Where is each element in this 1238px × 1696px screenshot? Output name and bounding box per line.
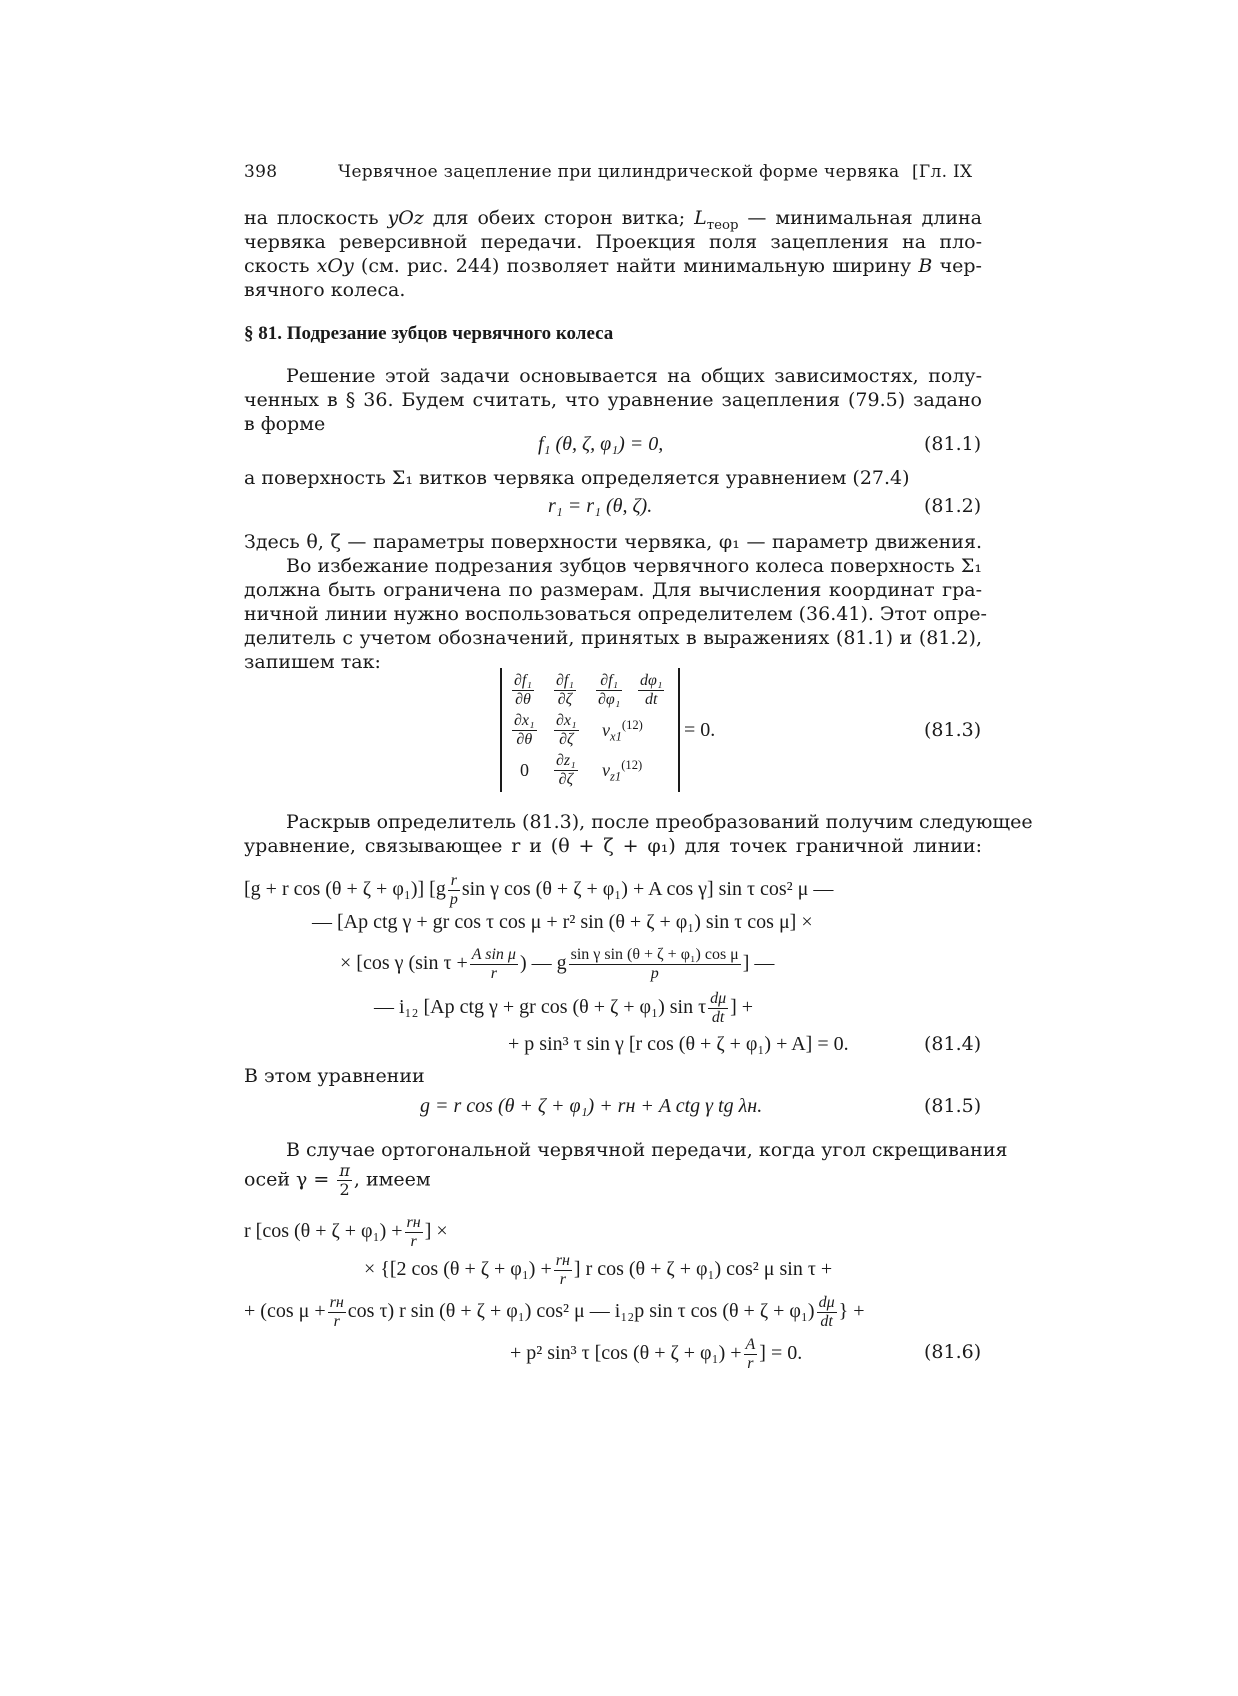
- equation-81-6-line-2: × {[2 cos (θ + ζ + φ₁) + $\frac{rн}{r}$ ] r cos (θ + ζ + φ₁) cos² μ sin τ +: [364, 1252, 833, 1288]
- intro-line-4: вячного колеса.: [244, 279, 406, 301]
- equation-number-81-5: (81.5): [924, 1095, 982, 1117]
- chapter-label: [Гл. IX: [912, 162, 973, 182]
- equation-number-81-6: (81.6): [924, 1341, 982, 1363]
- equation-81-4-line-3: × [cos γ (sin τ + $\frac{\text{A sin μ}}{r}$ ) — g $\frac{\text{sin γ sin (θ + ζ + φ₁) cos μ}}{p}$ ] —: [340, 946, 775, 982]
- equation-81-4-line-2: — [Ap ctg γ + gr cos τ cos μ + r² sin (θ + ζ + φ₁) sin τ cos μ] ×: [312, 911, 813, 933]
- det-cell-2-1: $\frac{\text{∂x₁}}{\partial\theta}$: [514, 712, 535, 748]
- para1-line-3: в форме: [244, 413, 326, 435]
- intro-line-2: червяка реверсивной передачи. Проекция поля зацепления на пло-: [244, 231, 982, 253]
- equation-number-81-4: (81.4): [924, 1033, 982, 1055]
- para7-line-2: осей γ = $\frac{\pi}{2}$ , имеем: [244, 1161, 431, 1199]
- equation-number-81-3: (81.3): [924, 719, 982, 741]
- para5-line-1: Раскрыв определитель (81.3), после преобразований получим следующее: [286, 811, 1033, 833]
- para4-line-5: запишем так:: [244, 651, 381, 673]
- equation-number-81-2: (81.2): [924, 495, 982, 517]
- para2-line: а поверхность Σ₁ витков червяка определяется уравнением (27.4): [244, 467, 910, 489]
- section-heading: § 81. Подрезание зубцов червячного колеса: [244, 323, 614, 344]
- det-cell-1-3: $\frac{\text{∂f₁}}{\text{∂φ₁}}$: [598, 672, 621, 708]
- equation-81-4-line-5: + p sin³ τ sin γ [r cos (θ + ζ + φ₁) + A] = 0.: [508, 1033, 849, 1055]
- det-cell-2-3: $v_{x1}^{(12)}$: [602, 718, 643, 744]
- equation-number-81-1: (81.1): [924, 433, 982, 455]
- det-cell-3-3: $v_{z1}^{(12)}$: [602, 758, 643, 784]
- det-cell-1-1: $\frac{\text{∂f₁}}{\partial\theta}$: [514, 672, 532, 708]
- det-cell-1-2: $\frac{\text{∂f₁}}{\partial\zeta}$: [556, 672, 574, 708]
- intro-line-1: на плоскость yOz для обеих сторон витка; $L_{теор}$ — минимальная длина: [244, 207, 982, 233]
- para4-line-4: делитель с учетом обозначений, принятых в выражениях (81.1) и (81.2),: [244, 627, 982, 649]
- para5-line-2: уравнение, связывающее r и (θ + ζ + φ₁) для точек граничной линии:: [244, 835, 982, 857]
- equation-81-1: f₁ (θ, ζ, φ₁) = 0,: [538, 433, 664, 455]
- equation-81-4-line-4: — i₁₂ [Ap ctg γ + gr cos (θ + ζ + φ₁) sin τ $\frac{d\mu}{dt}$ ] +: [374, 990, 754, 1026]
- para3-line: Здесь θ, ζ — параметры поверхности червяка, φ₁ — параметр движения.: [244, 531, 982, 553]
- para1-line-1: Решение этой задачи основывается на общих зависимостях, полу-: [286, 365, 982, 387]
- equation-81-6-line-4: + p² sin³ τ [cos (θ + ζ + φ₁) + $\frac{A}{r}$ ] = 0.: [510, 1336, 803, 1372]
- para4-line-1: Во избежание подрезания зубцов червячного колеса поверхность Σ₁: [286, 555, 982, 577]
- para7-line-1: В случае ортогональной червячной передачи, когда угол скрещивания: [286, 1139, 1008, 1161]
- determinant-equals: = 0.: [684, 719, 716, 741]
- para4-line-3: ничной линии нужно воспользоваться определителем (36.41). Этот опре-: [244, 603, 987, 625]
- equation-81-5: g = r cos (θ + ζ + φ₁) + rн + A ctg γ tg λн.: [420, 1095, 763, 1117]
- equation-81-2: r₁ = r₁ (θ, ζ).: [548, 495, 653, 517]
- equation-81-6-line-3: + (cos μ + $\frac{rн}{r}$ cos τ) r sin (θ + ζ + φ₁) cos² μ — i₁₂p sin τ cos (θ + ζ + φ₁) $\frac{d\mu}{dt}$ } +: [244, 1294, 865, 1330]
- det-cell-3-2: $\frac{\text{∂z₁}}{\partial\zeta}$: [556, 752, 576, 788]
- det-cell-2-2: $\frac{\text{∂x₁}}{\partial\zeta}$: [556, 712, 577, 748]
- page-number: 398: [244, 162, 278, 182]
- para1-line-2: ченных в § 36. Будем считать, что уравнение зацепления (79.5) задано: [244, 389, 982, 411]
- det-cell-1-4: $\frac{\text{dφ₁}}{dt}$: [640, 672, 663, 708]
- running-title: Червячное зацепление при цилиндрической форме червяка: [338, 162, 900, 182]
- intro-line-3: скость xOy (см. рис. 244) позволяет найти минимальную ширину B чер-: [244, 255, 982, 277]
- para4-line-2: должна быть ограничена по размерам. Для вычисления координат гра-: [244, 579, 982, 601]
- equation-81-6-line-1: r [cos (θ + ζ + φ₁) + $\frac{rн}{r}$ ] ×: [244, 1214, 448, 1250]
- equation-81-4-line-1: [g + r cos (θ + ζ + φ₁)] [g $\frac{r}{p}$ sin γ cos (θ + ζ + φ₁) + A cos γ] sin τ cos² μ —: [244, 872, 834, 908]
- determinant-81-3: [500, 668, 680, 792]
- det-cell-3-1: 0: [520, 760, 529, 780]
- para6-line: В этом уравнении: [244, 1065, 425, 1087]
